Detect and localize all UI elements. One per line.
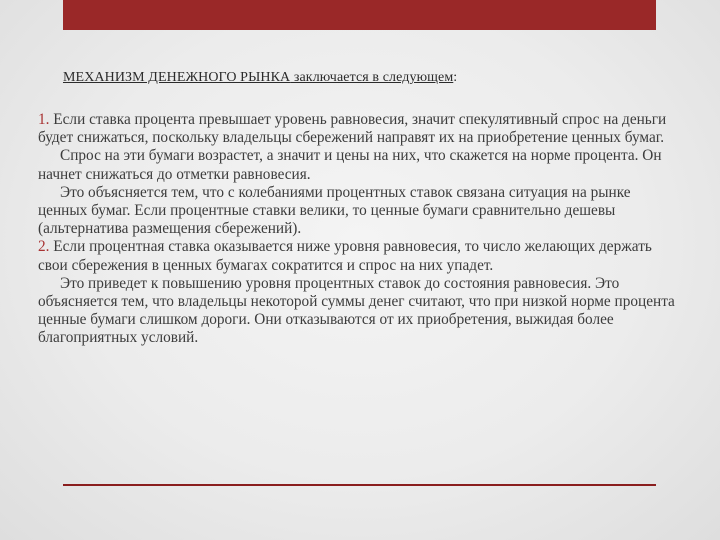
- paragraph-4: [38, 238, 678, 274]
- paragraph-2-text: Спрос на эти бумаги возрастет, а значит и цены на них, что скажется на норме процента. Он начнет снижаться до отметки равновесия.: [38, 147, 662, 183]
- heading-bold-part: МЕХАНИЗМ ДЕНЕЖНОГО РЫНКА: [63, 70, 291, 85]
- list-number-1: 1.: [38, 111, 54, 128]
- list-number-2: 2.: [38, 238, 54, 256]
- slide-heading: [63, 70, 457, 86]
- paragraph-3: [38, 184, 678, 239]
- top-accent-bar: [63, 0, 656, 30]
- bottom-divider: [63, 484, 656, 486]
- paragraph-3-text: Это объясняется тем, что с колебаниями процентных ставок связана ситуация на рынке ценных бумаг. Если процентные ставки велики, то ценные бумаги сравнительно дешевы (альтернатива размещения сбережений).: [38, 183, 631, 238]
- paragraph-1: [38, 111, 678, 147]
- heading-rest: заключается в следующем: [290, 70, 454, 85]
- paragraph-5: [38, 275, 678, 348]
- paragraph-4-text: Если процентная ставка оказывается ниже уровня равновесия, то число желающих держать свои сбережения в ценных бумагах сократится и спрос на них упадет.: [38, 238, 652, 274]
- paragraph-2: [38, 147, 678, 183]
- heading-underlined: [63, 70, 453, 85]
- heading-colon: :: [453, 70, 458, 85]
- body-text: [38, 111, 678, 348]
- paragraph-5-text: Это приведет к повышению уровня процентных ставок до состояния равновесия. Это объясняется тем, что владельцы некоторой суммы денег считают, что при низкой норме процента ценные бумаги слишком дороги. Они отказываются от их приобретения, выжидая более благоприятных условий.: [38, 274, 675, 347]
- paragraph-1-text: Если ставка процента превышает уровень равновесия, значит спекулятивный спрос на деньги будет снижаться, поскольку владельцы сбережений направят их на приобретение ценных бумаг.: [38, 111, 667, 147]
